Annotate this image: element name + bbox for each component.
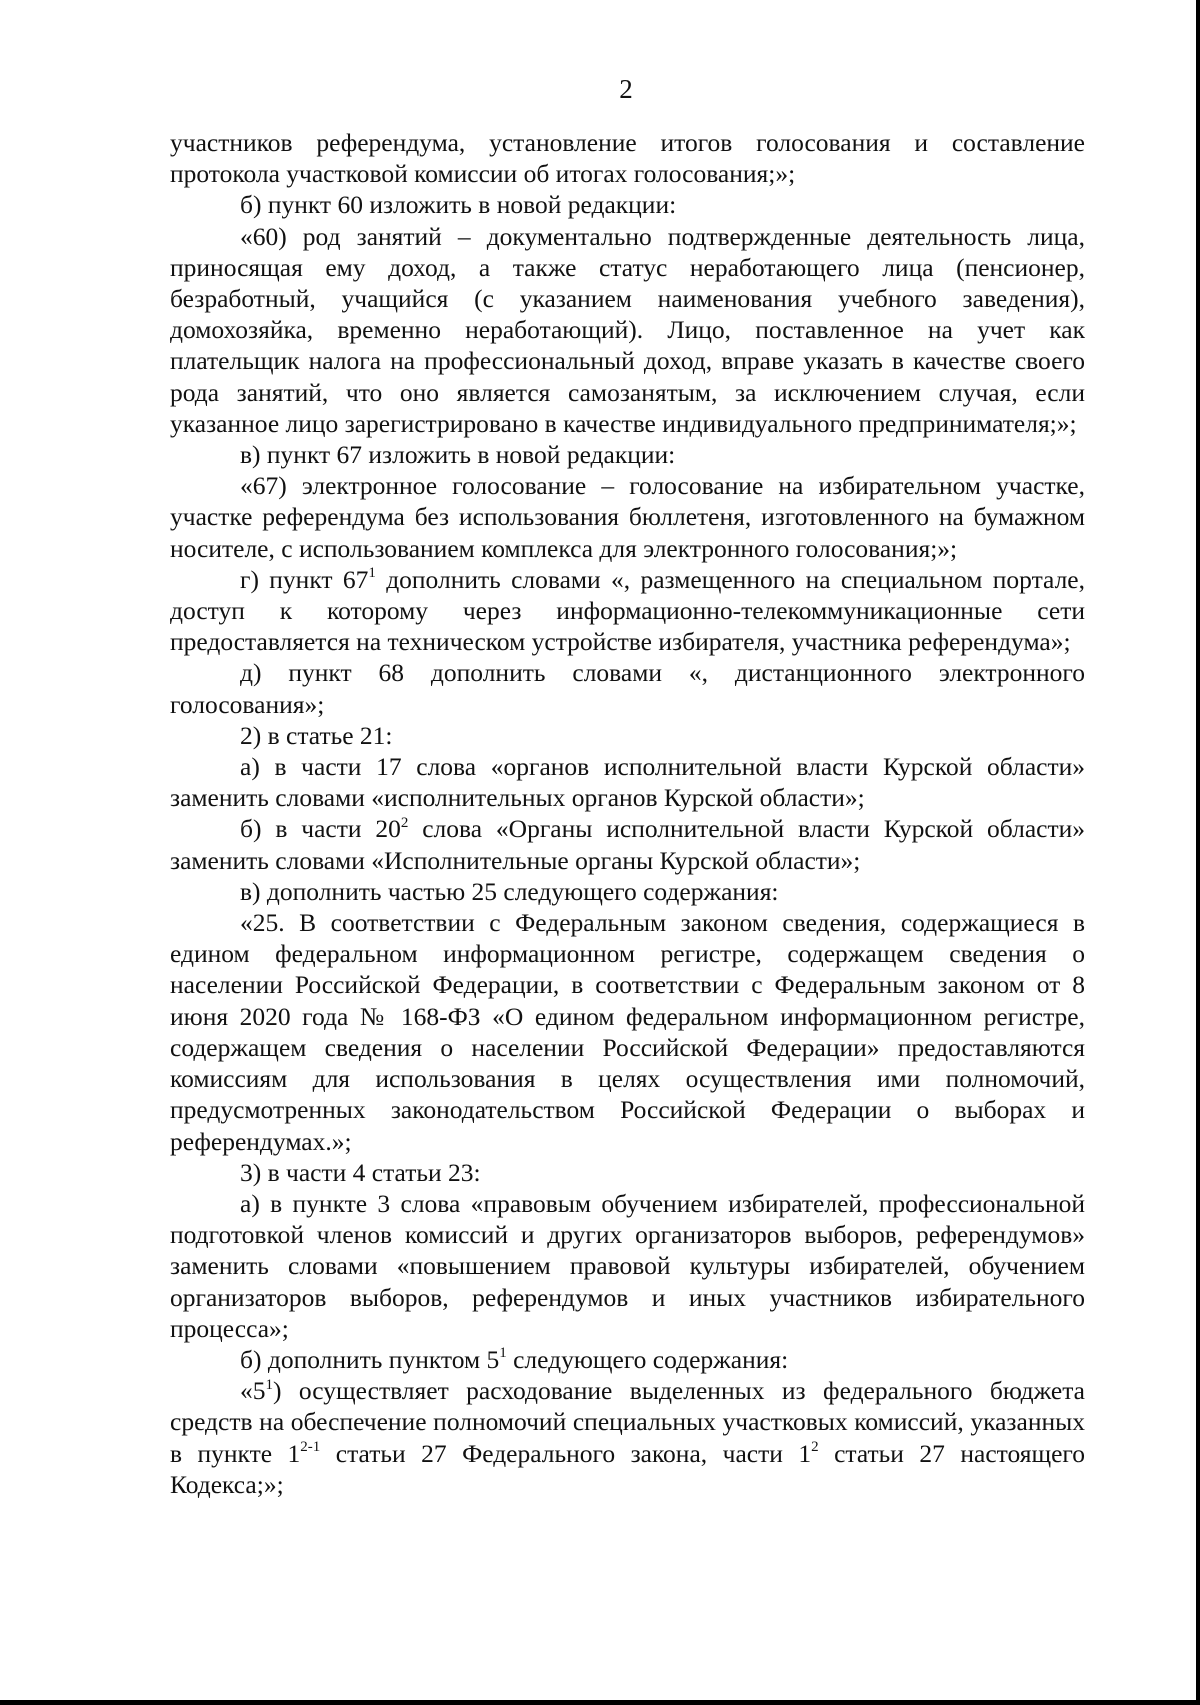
superscript: 1 — [499, 1345, 507, 1362]
scan-edge-bottom — [0, 1700, 1200, 1705]
paragraph — [170, 813, 1085, 875]
text-segment: г) пункт 67 — [240, 564, 369, 594]
text-segment: в) дополнить частью 25 следующего содержания: — [240, 876, 779, 906]
superscript: 1 — [265, 1376, 273, 1393]
text-segment: «60) род занятий – документально подтвержденные деятельность лица, приносящая ему доход, а также статус неработающего лица (пенсионер, безработный, учащийся (с указанием наименования учебного заведения), домохозяйка, временно неработающий). Лицо, поставленное на учет как плательщик налога на профессиональный доход, вправе указать в качестве своего рода занятий, что оно является самозанятым, за исключением случая, если указанное лицо зарегистрировано в качестве индивидуального предпринимателя;»; — [170, 221, 1085, 438]
text-segment: 2) в статье 21: — [240, 720, 393, 750]
paragraph — [170, 751, 1085, 813]
text-segment: статьи 27 Федерального закона, части 1 — [320, 1438, 812, 1468]
text-segment: ) осуществляет расходование выделенных из федерального бюджета средств на обеспечение полномочий специальных участковых комиссий, указанных в пункте 1 — [170, 1376, 1085, 1468]
paragraph — [170, 564, 1085, 658]
scan-edge-right — [1196, 0, 1200, 1705]
paragraph — [170, 439, 1085, 470]
paragraph — [170, 720, 1085, 751]
superscript: 1 — [368, 565, 376, 582]
text-segment: 3) в части 4 статьи 23: — [240, 1157, 481, 1187]
paragraph — [170, 907, 1085, 1157]
paragraph — [170, 1375, 1085, 1500]
paragraph — [170, 1188, 1085, 1344]
text-segment: б) в части 20 — [240, 814, 401, 844]
text-segment: статьи 27 настоящего Кодекса;»; — [170, 1438, 1085, 1499]
text-segment: в) пункт 67 изложить в новой редакции: — [240, 440, 676, 470]
superscript: 2 — [400, 814, 409, 831]
text-segment: участников референдума, установление итогов голосования и составление протокола участковой комиссии об итогах голосования;»; — [170, 128, 1085, 189]
text-segment: «67) электронное голосование – голосование на избирательном участке, участке референдума без использования бюллетеня, изготовленного на бумажном носителе, с использованием комплекса для электронного голосования;»; — [170, 471, 1085, 563]
superscript: 2-1 — [300, 1439, 321, 1456]
paragraph — [170, 127, 1085, 189]
text-segment: а) в части 17 слова «органов исполнительной власти Курской области» заменить словами «исполнительных органов Курской области»; — [170, 752, 1085, 813]
superscript: 2 — [811, 1439, 819, 1456]
text-segment: а) в пункте 3 слова «правовым обучением избирателей, профессиональной подготовкой членов комиссий и других организаторов выборов, референдумов» заменить словами «повышением правовой культуры избирателей, обучением организаторов выборов, референдумов и иных участников избирательного процесса»; — [170, 1188, 1085, 1343]
text-segment: д) пункт 68 дополнить словами «, дистанционного электронного голосования»; — [170, 658, 1085, 719]
text-segment: следующего содержания: — [506, 1344, 789, 1374]
text-segment: «25. В соответствии с Федеральным законом сведения, содержащиеся в едином федеральном информационном регистре, содержащем сведения о населении Российской Федерации, в соответствии с Федеральным законом от 8 июня 2020 года № 168-ФЗ «О едином федеральном информационном регистре, содержащем сведения о населении Российской Федерации» предоставляются комиссиям для использования в целях осуществления ими полномочий, предусмотренных законодательством Российской Федерации о выборах и референдумах.»; — [170, 908, 1085, 1156]
paragraph — [170, 221, 1085, 439]
text-segment: б) дополнить пунктом 5 — [240, 1344, 500, 1374]
paragraph — [170, 1157, 1085, 1188]
paragraph — [170, 876, 1085, 907]
paragraph — [170, 657, 1085, 719]
paragraph — [170, 189, 1085, 220]
text-segment: дополнить словами «, размещенного на специальном портале, доступ к которому через информационно-телекоммуникационные сети предоставляется на техническом устройстве избирателя, участника референдума»; — [170, 564, 1085, 657]
paragraph — [170, 1344, 1085, 1375]
text-segment: б) пункт 60 изложить в новой редакции: — [240, 190, 677, 220]
text-segment: слова «Органы исполнительной власти Курской области» заменить словами «Исполнительные органы Курской области»; — [170, 814, 1085, 875]
document-body — [170, 127, 1085, 1500]
paragraph — [170, 470, 1085, 564]
page-number: 2 — [619, 74, 633, 104]
text-segment: «5 — [240, 1376, 266, 1406]
